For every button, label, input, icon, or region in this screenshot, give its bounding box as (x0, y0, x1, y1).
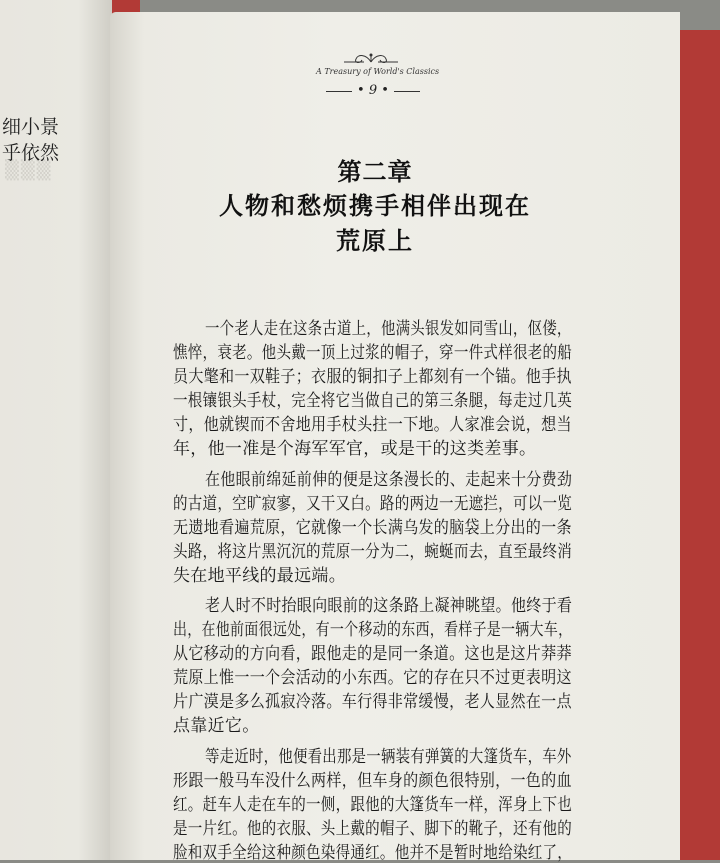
body-line: 无遗地看遍荒原，它就像一个长满乌发的脑袋上分出的一条 (173, 518, 572, 538)
body-line: 的古道，空旷寂寥，又干又白。路的两边一无遮拦，可以一览 (173, 494, 573, 514)
left-page (0, 0, 112, 860)
flourish-ornament-icon (336, 52, 406, 66)
body-line: 脸和双手全给这种颜色染得通红。他并不是暂时地给染红了， (173, 843, 573, 863)
body-line: 形跟一般马车没什么两样，但车身的颜色很特别，一色的血 (173, 771, 572, 791)
body-line: 一根镶银头手杖，完全将它当做自己的第三条腿，每走过几英 (173, 391, 573, 411)
body-line: 出，在他前面很远处，有一个移动的东西，看样子是一辆大车， (173, 620, 573, 640)
left-page-line: 乎依然 (2, 142, 60, 164)
body-line: 寸，他就锲而不舍地用手杖头拄一下地。人家准会说，想当 (173, 415, 572, 435)
body-line: 是一片红。他的衣服、头上戴的帽子、脚下的靴子，还有他的 (173, 819, 573, 839)
body-line: 红。赶车人走在车的一侧，跟他的大篷货车一样，浑身上下也 (173, 795, 573, 815)
body-line: 失在地平线的最远端。 (173, 566, 346, 586)
body-line: 在他眼前绵延前伸的便是这条漫长的、走起来十分费劲 (205, 470, 573, 490)
body-line: 头路，将这片黑沉沉的荒原一分为二，蜿蜒而去，直至最终消 (173, 542, 573, 562)
bleed-through-text: ▒▒▒ (5, 160, 53, 181)
body-line: 年，他一准是个海军军官，或是干的这类差事。 (173, 439, 537, 459)
chapter-number: 第二章 (337, 157, 413, 186)
page-number-row (318, 84, 428, 100)
body-line: 荒原上惟一一个会活动的小东西。它的存在只不过更表明这 (173, 668, 572, 688)
body-line: 老人时不时抬眼向眼前的这条路上凝神眺望。他终于看 (205, 596, 573, 616)
left-page-line: 细小景 (2, 116, 60, 138)
body-line: 从它移动的方向看，跟他走的是同一条道。这也是这片莽莽 (173, 644, 572, 664)
body-line: 一个老人走在这条古道上，他满头银发如同雪山，伛偻， (205, 319, 572, 339)
chapter-title: 人物和愁烦携手相伴出现在荒原上 (219, 191, 531, 255)
body-line: 点靠近它。 (173, 716, 260, 736)
body-line: 憔悴，衰老。他头戴一顶上过浆的帽子，穿一件式样很老的船 (173, 343, 573, 363)
body-line: 员大氅和一双鞋子；衣服的铜扣子上都刻有一个锚。他手执 (173, 367, 572, 387)
running-header (316, 52, 440, 76)
body-line: 等走近时，他便看出那是一辆装有弹簧的大篷货车，车外 (205, 747, 572, 767)
series-title: A Treasury of World's Classics (316, 67, 440, 76)
page-number: • 9 • (357, 83, 389, 98)
body-line: 片广漠是多么孤寂冷落。车行得非常缓慢，老人显然在一点 (173, 692, 572, 712)
